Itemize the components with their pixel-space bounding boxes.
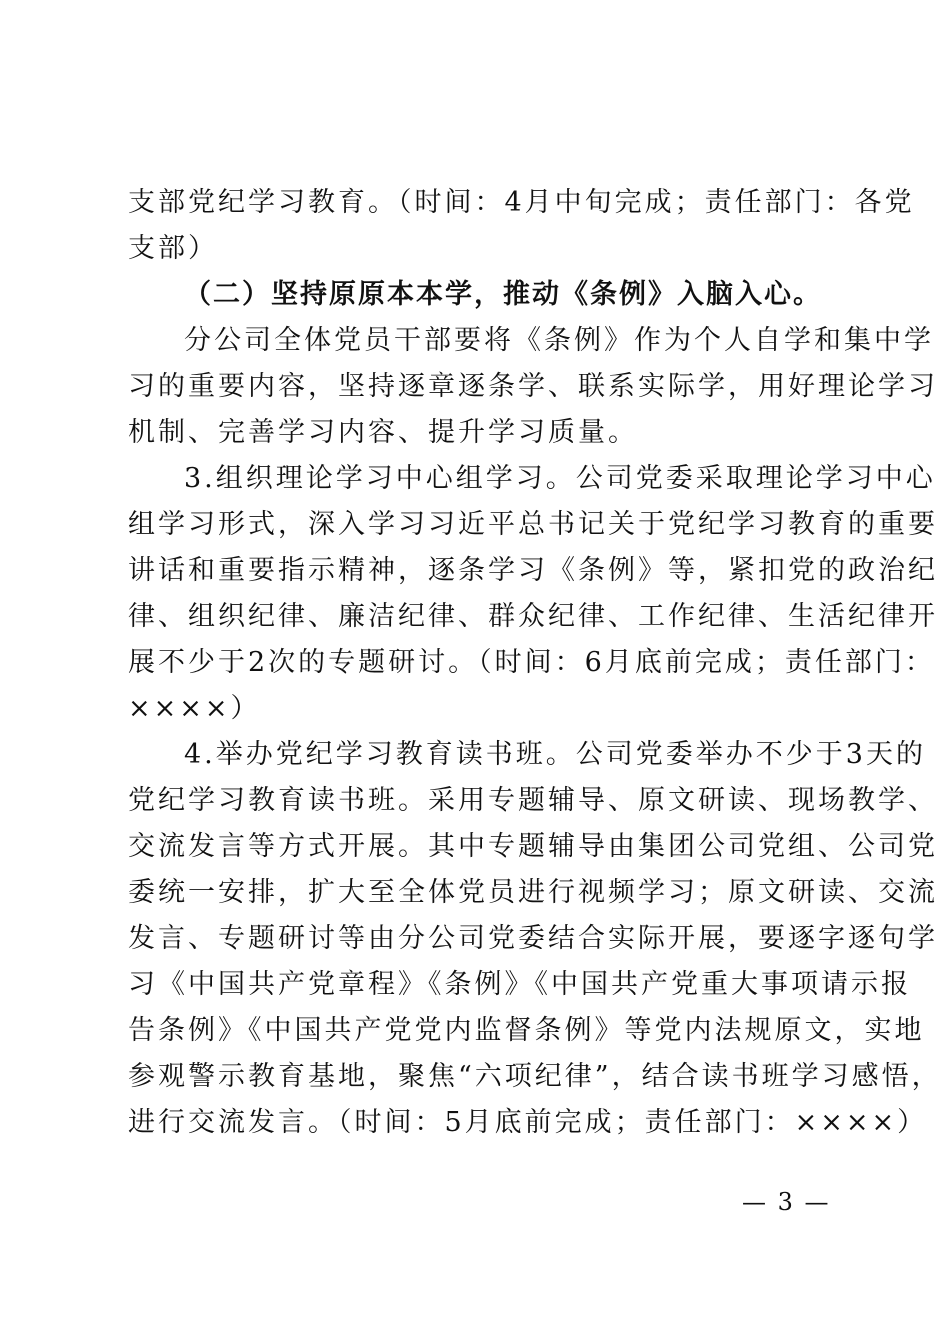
text-line: 展不少于2次的专题研讨。（时间：6月底前完成；责任部门： (128, 647, 935, 678)
text-line: 习《中国共产党章程》《条例》《中国共产党重大事项请示报 (128, 969, 911, 1000)
text-line: 发言、专题研讨等由分公司党委结合实际开展，要逐字逐句学 (128, 923, 938, 954)
item-4-heading-line: 4.举办党纪学习教育读书班。公司党委举办不少于3天的 (184, 739, 926, 770)
text-line: 交流发言等方式开展。其中专题辅导由集团公司党组、公司党 (128, 831, 938, 862)
text-line: 组学习形式，深入学习习近平总书记关于党纪学习教育的重要 (128, 509, 938, 540)
page-number: — 3 — (742, 1188, 831, 1216)
text-line: 参观警示教育基地，聚焦“六项纪律”，结合读书班学习感悟， (128, 1061, 942, 1092)
text-line: 习的重要内容，坚持逐章逐条学、联系实际学，用好理论学习 (128, 371, 938, 402)
text-line: ××××） (128, 693, 261, 724)
text-line: 委统一安排，扩大至全体党员进行视频学习；原文研读、交流 (128, 877, 938, 908)
text-line: 党纪学习教育读书班。采用专题辅导、原文研读、现场教学、 (128, 785, 938, 816)
document-body (128, 180, 942, 1146)
text-line: 分公司全体党员干部要将《条例》作为个人自学和集中学 (184, 325, 934, 356)
text-line: 进行交流发言。（时间：5月底前完成；责任部门：××××） (128, 1107, 928, 1138)
text-line: 机制、完善学习内容、提升学习质量。 (128, 417, 638, 448)
text-line: 支部） (128, 233, 218, 264)
text-line: 支部党纪学习教育。（时间：4月中旬完成；责任部门：各党 (128, 187, 915, 218)
item-3-heading-line: 3.组织理论学习中心组学习。公司党委采取理论学习中心 (184, 463, 936, 494)
text-line: 告条例》《中国共产党党内监督条例》等党内法规原文，实地 (128, 1015, 925, 1046)
text-line: 律、组织纪律、廉洁纪律、群众纪律、工作纪律、生活纪律开 (128, 601, 938, 632)
section-heading: （二）坚持原原本本学，推动《条例》入脑入心。 (184, 279, 822, 310)
text-line: 讲话和重要指示精神，逐条学习《条例》等，紧扣党的政治纪 (128, 555, 938, 586)
